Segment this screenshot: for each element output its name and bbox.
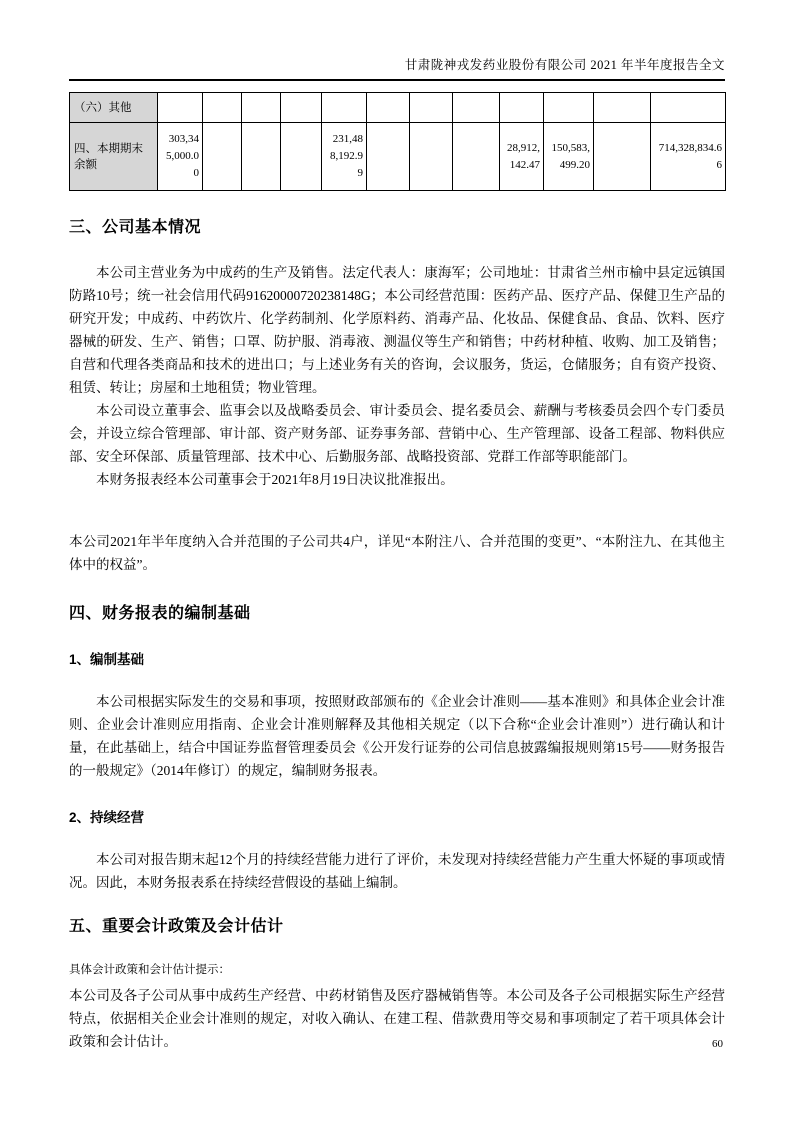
table-cell: [242, 93, 281, 123]
row-label-cell: 四、本期期末余额: [70, 123, 158, 191]
table-cell: [281, 123, 322, 191]
table-cell: [281, 93, 322, 123]
table-cell: [594, 123, 651, 191]
paragraph-accounting-policies: 本公司及各子公司从事中成药生产经营、中药材销售及医疗器械销售等。本公司及各子公司根据实际生产经营特点，依据相关企业会计准则的规定，对收入确认、在建工程、借款费用等交易和事项制定了若干项具体会计政策和会计估计。: [69, 988, 725, 1049]
table-cell: [203, 123, 242, 191]
table-cell-surplus-reserve: 28,912,142.47: [500, 123, 544, 191]
table-cell: [367, 93, 410, 123]
table-cell: [322, 93, 367, 123]
paragraph-company-governance: 本公司设立董事会、监事会以及战略委员会、审计委员会、提名委员会、薪酬与考核委员会四个专门委员会，并设立综合管理部、审计部、资产财务部、证券事务部、营销中心、生产管理部、设备工程部、物料供应部、安全环保部、质量管理部、技术中心、后勤服务部、战略投资部、党群工作部等职能部门。: [69, 403, 725, 464]
table-cell: [203, 93, 242, 123]
table-cell: [410, 93, 453, 123]
paragraph-going-concern: 本公司对报告期末起12个月的持续经营能力进行了评价，未发现对持续经营能力产生重大怀疑的事项或情况。因此，本财务报表系在持续经营假设的基础上编制。: [69, 852, 725, 890]
table-cell: [453, 93, 500, 123]
page-content: [69, 0, 725, 1053]
table-cell-retained-earnings: 150,583,499.20: [544, 123, 594, 191]
paragraph-report-approval: 本财务报表经本公司董事会于2021年8月19日决议批准报出。: [96, 472, 454, 487]
paragraph-preparation-basis: 本公司根据实际发生的交易和事项，按照财政部颁布的《企业会计准则——基本准则》和具体企业会计准则、企业会计准则应用指南、企业会计准则解释及其他相关规定（以下合称“企业会计准则”）进行确认和计量，在此基础上，结合中国证券监督管理委员会《公开发行证券的公司信息披露编报规则第15号——财务报告的一般规定》（2014年修订）的规定，编制财务报表。: [69, 694, 725, 778]
table-cell-capital-reserve: 231,488,192.99: [322, 123, 367, 191]
table-cell: [158, 93, 203, 123]
paragraph-consolidation-scope: 本公司2021年半年度纳入合并范围的子公司共4户，详见“本附注八、合并范围的变更”、“本附注九、在其他主体中的权益”。: [69, 534, 725, 572]
equity-change-table: [69, 92, 726, 191]
table-cell: [544, 93, 594, 123]
subsection-heading-going-concern: 2、持续经营: [69, 810, 145, 825]
section-heading-accounting-policies: 五、重要会计政策及会计估计: [69, 918, 284, 935]
subsection-heading-preparation-basis: 1、编制基础: [69, 652, 145, 667]
table-cell-share-capital: 303,345,000.00: [158, 123, 203, 191]
table-cell: [410, 123, 453, 191]
section-heading-company-profile: 三、公司基本情况: [69, 219, 202, 236]
table-cell: [651, 93, 726, 123]
paragraph-company-business: 本公司主营业务为中成药的生产及销售。法定代表人：康海军；公司地址：甘肃省兰州市榆中县定远镇国防路10号；统一社会信用代码91620000720238148G；本公司经营范围：医药产品、医疗产品、保健卫生产品的研究开发；中成药、中药饮片、化学药制剂、化学原料药、消毒产品、化妆品、保健食品、食品、饮料、医疗器械的研发、生产、销售；口罩、防护服、消毒液、测温仪等生产和销售；中药材种植、收购、加工及销售；自营和代理各类商品和技术的进出口；与上述业务有关的咨询，会议服务，货运，仓储服务；自有资产投资、租赁、转让；房屋和土地租赁；物业管理。: [69, 265, 725, 395]
section-heading-preparation-basis: 四、财务报表的编制基础: [69, 605, 251, 622]
note-accounting-policies-hint: 具体会计政策和会计估计提示：: [69, 964, 230, 976]
table-row-period-end-balance: [70, 123, 726, 191]
table-cell: [453, 123, 500, 191]
table-row-other: [70, 93, 726, 123]
page-number: 60: [712, 1038, 723, 1050]
report-header-title: 甘肃陇神戎发药业股份有限公司 2021 年半年度报告全文: [69, 0, 725, 81]
row-label-cell: （六）其他: [70, 93, 158, 123]
table-cell-total-equity: 714,328,834.66: [651, 123, 726, 191]
table-cell: [594, 93, 651, 123]
table-cell: [367, 123, 410, 191]
table-cell: [500, 93, 544, 123]
table-cell: [242, 123, 281, 191]
